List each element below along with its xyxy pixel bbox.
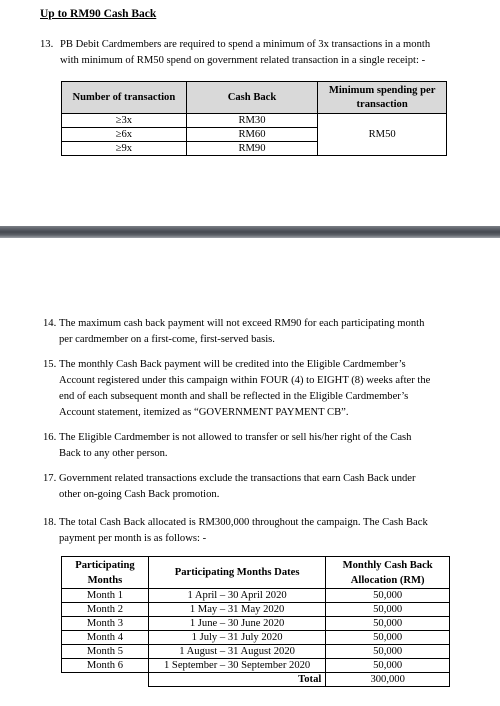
clause-line: The Eligible Cardmember is not allowed to transfer or sell his/her right of the Cash: [59, 432, 412, 443]
table-cell: 1 August – 31 August 2020: [148, 645, 325, 659]
clause-line: with minimum of RM50 spend on government related transaction in a single receipt: -: [60, 55, 426, 66]
clause-line: The total Cash Back allocated is RM300,000 throughout the campaign. The Cash Back: [59, 517, 428, 528]
table-cell: RM90: [186, 142, 318, 156]
table-cell: 1 September – 30 September 2020: [148, 659, 325, 673]
table-cell: 1 June – 30 June 2020: [148, 617, 325, 631]
table-cell: 50,000: [326, 589, 450, 603]
clause-number: 15.: [43, 359, 57, 370]
table-cell: 50,000: [326, 603, 450, 617]
table-cell: 50,000: [326, 631, 450, 645]
column-header: Participating Months: [62, 557, 149, 589]
clause-line: other on-going Cash Back promotion.: [59, 489, 220, 500]
table-cell: 1 May – 31 May 2020: [148, 603, 325, 617]
table-cell: RM60: [186, 128, 318, 142]
table-cell: 1 April – 30 April 2020: [148, 589, 325, 603]
clause-line: Account registered under this campaign within FOUR (4) to EIGHT (8) weeks after the: [59, 375, 431, 386]
table-cell: RM50: [318, 114, 447, 156]
clause-number: 14.: [43, 318, 57, 329]
clause-14: [43, 316, 453, 348]
column-header: Monthly Cash Back Allocation (RM): [326, 557, 450, 589]
total-label: Total: [148, 673, 325, 687]
clause-line: PB Debit Cardmembers are required to spend a minimum of 3x transactions in a month: [60, 39, 431, 50]
allocation-table: [61, 556, 450, 687]
clause-line: Account statement, itemized as “GOVERNMENT PAYMENT CB”.: [59, 407, 349, 418]
table-cell: 50,000: [326, 617, 450, 631]
table-cell: Month 3: [62, 617, 149, 631]
clause-number: 13.: [40, 39, 54, 50]
clause-15: [43, 357, 453, 421]
table-cell: Month 5: [62, 645, 149, 659]
table-cell: 50,000: [326, 645, 450, 659]
table-cell: 1 July – 31 July 2020: [148, 631, 325, 645]
table-cell: RM30: [186, 114, 318, 128]
clause-line: Government related transactions exclude the transactions that earn Cash Back under: [59, 473, 416, 484]
table-cell: Month 4: [62, 631, 149, 645]
column-header: Participating Months Dates: [148, 557, 325, 589]
clause-line: The maximum cash back payment will not exceed RM90 for each participating month: [59, 318, 425, 329]
table-cell: ≥6x: [62, 128, 187, 142]
clause-number: 17.: [43, 473, 57, 484]
column-header: Minimum spending per transaction: [318, 82, 447, 114]
table-cell: Month 6: [62, 659, 149, 673]
clause-18: [43, 515, 453, 547]
table-cell: ≥9x: [62, 142, 187, 156]
table-cell: 50,000: [326, 659, 450, 673]
clause-13: [40, 37, 460, 69]
table-cell: Month 2: [62, 603, 149, 617]
page-divider: [0, 226, 500, 238]
clause-line: payment per month is as follows: -: [59, 533, 207, 544]
clause-17: [43, 471, 453, 503]
column-header: Number of transaction: [62, 82, 187, 114]
section-heading: Up to RM90 Cash Back: [40, 8, 157, 20]
table-cell: ≥3x: [62, 114, 187, 128]
table-cell: Month 1: [62, 589, 149, 603]
clause-line: end of each subsequent month and shall be reflected in the Eligible Cardmember’s: [59, 391, 409, 402]
clause-line: Back to any other person.: [59, 448, 168, 459]
clause-line: The monthly Cash Back payment will be credited into the Eligible Cardmember’s: [59, 359, 406, 370]
cash-back-table: [61, 81, 447, 156]
clause-line: per cardmember on a first-come, first-served basis.: [59, 334, 275, 345]
clause-number: 16.: [43, 432, 57, 443]
clause-16: [43, 430, 453, 462]
column-header: Cash Back: [186, 82, 318, 114]
clause-number: 18.: [43, 517, 57, 528]
table-cell: [62, 673, 149, 687]
total-value: 300,000: [326, 673, 450, 687]
